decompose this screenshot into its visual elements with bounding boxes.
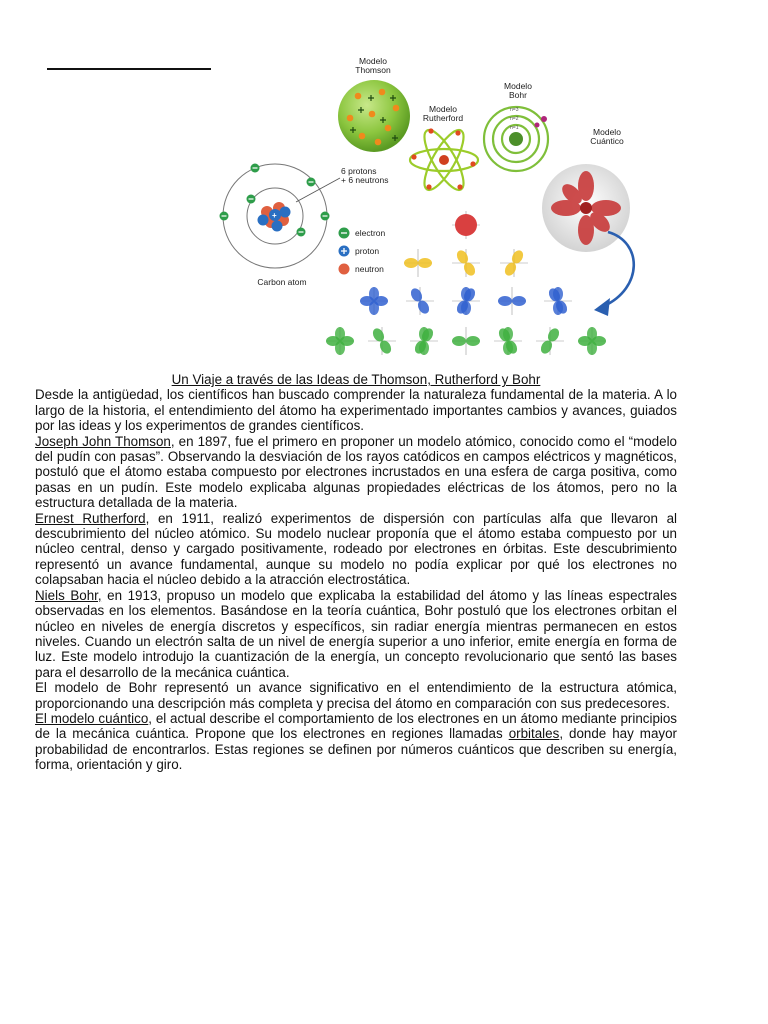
label-cuantico: Modelo Cuántico [590, 127, 624, 146]
label-thomson: Modelo Thomson [355, 56, 391, 75]
paragraph-quantum [35, 711, 677, 773]
thomson-text: , en 1897, fue el primero en proponer un modelo atómico, conocido como el “modelo del pudín con pasas”. Observando la desviación de los rayos catódicos en campos eléctricos y magnéticos, postuló que el átomo estaba compuesto por electrones incrustados en una esfera de carga positiva, como pasas en un pudín. Este modelo explicaba algunas propiedades eléctricas de los átomos, pero no la estructura detallada de la materia. [35, 433, 678, 511]
atomic-models-figure [0, 0, 768, 365]
svg-text:+: + [272, 211, 277, 220]
legend-proton: proton [355, 246, 380, 256]
legend-neutron: neutron [355, 264, 384, 274]
quantum-text-2: , donde hay mayor probabilidad de encontrarlos. Estas regiones se definen por números cuánticos que describen su energía, forma, orientación y giro. [35, 726, 677, 773]
label-rutherford: Modelo Rutherford [422, 104, 464, 123]
orbital-shape [326, 327, 354, 355]
bohr-text: en 1913, propuso un modelo que explicaba la estabilidad del átomo y las líneas espectrales observadas en los elementos. Basándose en la teoría cuántica, Bohr postuló que los electrones orbitan el núcleo en niveles de energía discretos y específicos, sin radiar energía mientras permanecen en estos niveles. Cuando un electrón salta de un nivel de energía superior a uno inferior, emite energía en forma de luz. Este modelo introdujo la cuantización de la energía, un concepto revolucionario que sentó las bases para el desarrollo de la mecánica cuántica. [35, 587, 678, 680]
orbital-shape [368, 326, 396, 355]
name-quantum: El modelo cuántico [35, 710, 149, 726]
rutherford-text: , en 1911, realizó experimentos de dispersión con partículas alfa que llevaron al descubrimiento del núcleo atómico. Su modelo nuclear proponía que el átomo estaba compuesto por un núcleo central, denso y cargado positivamente, rodeado por electrones en órbitas. Este descubrimiento representó un avance fundamental, aunque su modelo no podía explicar por qué los electrones no colapsaban hacia el núcleo debido a la atracción electrostática. [35, 510, 677, 588]
paragraph-bohr [35, 588, 677, 680]
document-body [35, 372, 677, 773]
orbital-shape [494, 326, 522, 355]
orbital-shape [500, 248, 528, 277]
paragraph-intro: Desde la antigüedad, los científicos han buscado comprender la naturaleza fundamental de la materia. A lo largo de la historia, el entendimiento del átomo ha experimentado importantes cambios y avances, guiados por las ideas y los experimentos de grandes científicos. [35, 387, 677, 434]
quantum-text-1: , el actual describe el comportamiento de los electrones en un átomo mediante principios de la mecánica cuántica. Propone que los electrones en regiones llamadas [35, 710, 678, 742]
orbital-shape [452, 211, 480, 239]
bohr-level-1: n=1 [510, 125, 519, 131]
orbital-shape [360, 287, 388, 315]
label-bohr: Modelo Bohr [504, 81, 532, 100]
nucleus-pointer [292, 176, 342, 206]
orbital-shape [406, 286, 434, 315]
paragraph-rutherford [35, 511, 677, 588]
document-title: Un Viaje a través de las Ideas de Thomson, Rutherford y Bohr [171, 372, 541, 387]
orbital-shape [452, 286, 480, 315]
orbital-shape [452, 248, 480, 277]
orbital-shape [544, 286, 572, 315]
name-rutherford: Ernest Rutherford [35, 510, 146, 526]
orbital-shape [536, 326, 564, 355]
rutherford-model-image [405, 124, 483, 196]
paragraph-bohr-summary: El modelo de Bohr representó un avance significativo en el entendimiento de la estructura atómica, proporcionando una descripción más completa y precisa del átomo en comparación con sus predecesores. [35, 680, 677, 711]
label-carbon-atom: Carbon atom [257, 277, 307, 287]
paragraph-thomson [35, 434, 677, 511]
orbital-pyramid-image [318, 205, 618, 365]
legend-electron: electron [355, 228, 386, 238]
term-orbitales: orbitales [508, 726, 560, 742]
name-bohr: Niels Bohr, [35, 587, 102, 603]
orbital-shape [410, 326, 438, 355]
bohr-level-3: n=3 [510, 107, 519, 113]
orbital-shape [578, 327, 606, 355]
label-protons-neutrons: 6 protons + 6 neutrons [341, 166, 389, 185]
bohr-level-2: n=2 [510, 116, 519, 122]
name-thomson: Joseph John Thomson [35, 433, 171, 449]
orbital-shape [404, 249, 432, 277]
thomson-model-image [334, 76, 414, 156]
orbital-shape [452, 327, 480, 355]
orbital-shape [498, 287, 526, 315]
